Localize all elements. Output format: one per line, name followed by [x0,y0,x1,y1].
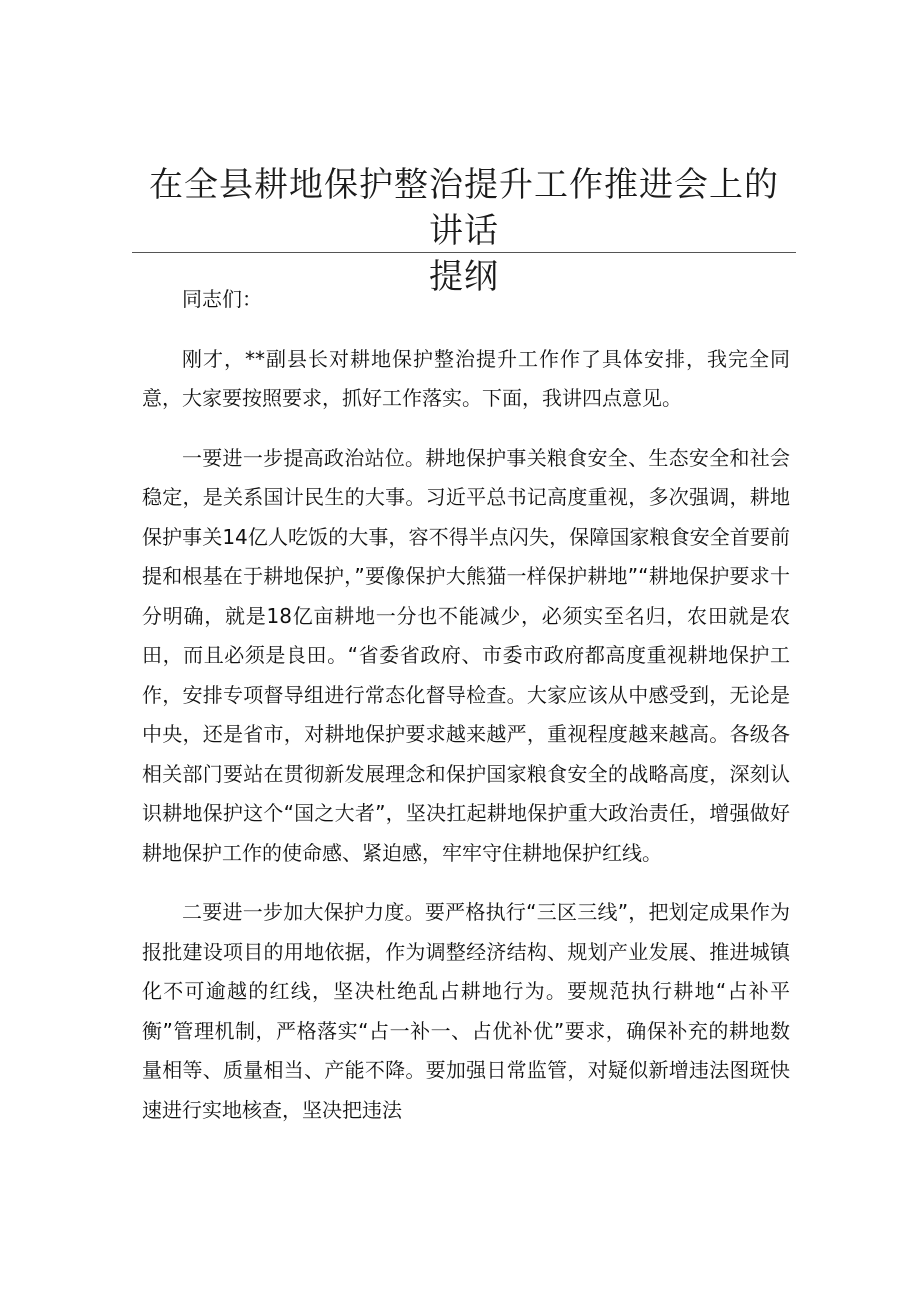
title-line-2: 提纲 [429,257,499,297]
document-body [142,280,790,1150]
paragraph-point-two: 二要进一步加大保护力度。要严格执行“三区三线”，把划定成果作为报批建设项目的用地依据，作为调整经济结构、规划产业发展、推进城镇化不可逾越的红线，坚决杜绝乱占耕地行为。要规范执行耕地“占补平衡”管理机制，严格落实“占一补一、占优补优”要求，确保补充的耕地数量相等、质量相当、产能不降。要加强日常监管，对疑似新增违法图斑快速进行实地核查，坚决把违法 [142,900,790,1122]
title-line-1: 在全县耕地保护整治提升工作推进会上的讲话 [149,165,779,251]
paragraph-point-one: 一要进一步提高政治站位。耕地保护事关粮食安全、生态安全和社会稳定，是关系国计民生的大事。习近平总书记高度重视，多次强调，耕地保护事关14亿人吃饭的大事，容不得半点闪失，保障国家粮食安全首要前提和根基在于耕地保护，”要像保护大熊猫一样保护耕地”“耕地保护要求十分明确，就是18亿亩耕地一分也不能减少，必须实至名归，农田就是农田，而且必须是良田。“省委省政府、市委市政府都高度重视耕地保护工作，安排专项督导组进行常态化督导检查。大家应该从中感受到，无论是中央，还是省市，对耕地保护要求越来越严，重视程度越来越高。各级各相关部门要站在贯彻新发展理念和保护国家粮食安全的战略高度，深刻认识耕地保护这个“国之大者”，坚决扛起耕地保护重大政治责任，增强做好耕地保护工作的使命感、紧迫感，牢牢守住耕地保护红线。 [142,445,790,865]
title-divider [132,252,796,253]
salutation: 同志们： [182,287,262,311]
paragraph-intro: 刚才，**副县长对耕地保护整治提升工作作了具体安排，我完全同意，大家要按照要求，抓好工作落实。下面，我讲四点意见。 [142,346,790,410]
